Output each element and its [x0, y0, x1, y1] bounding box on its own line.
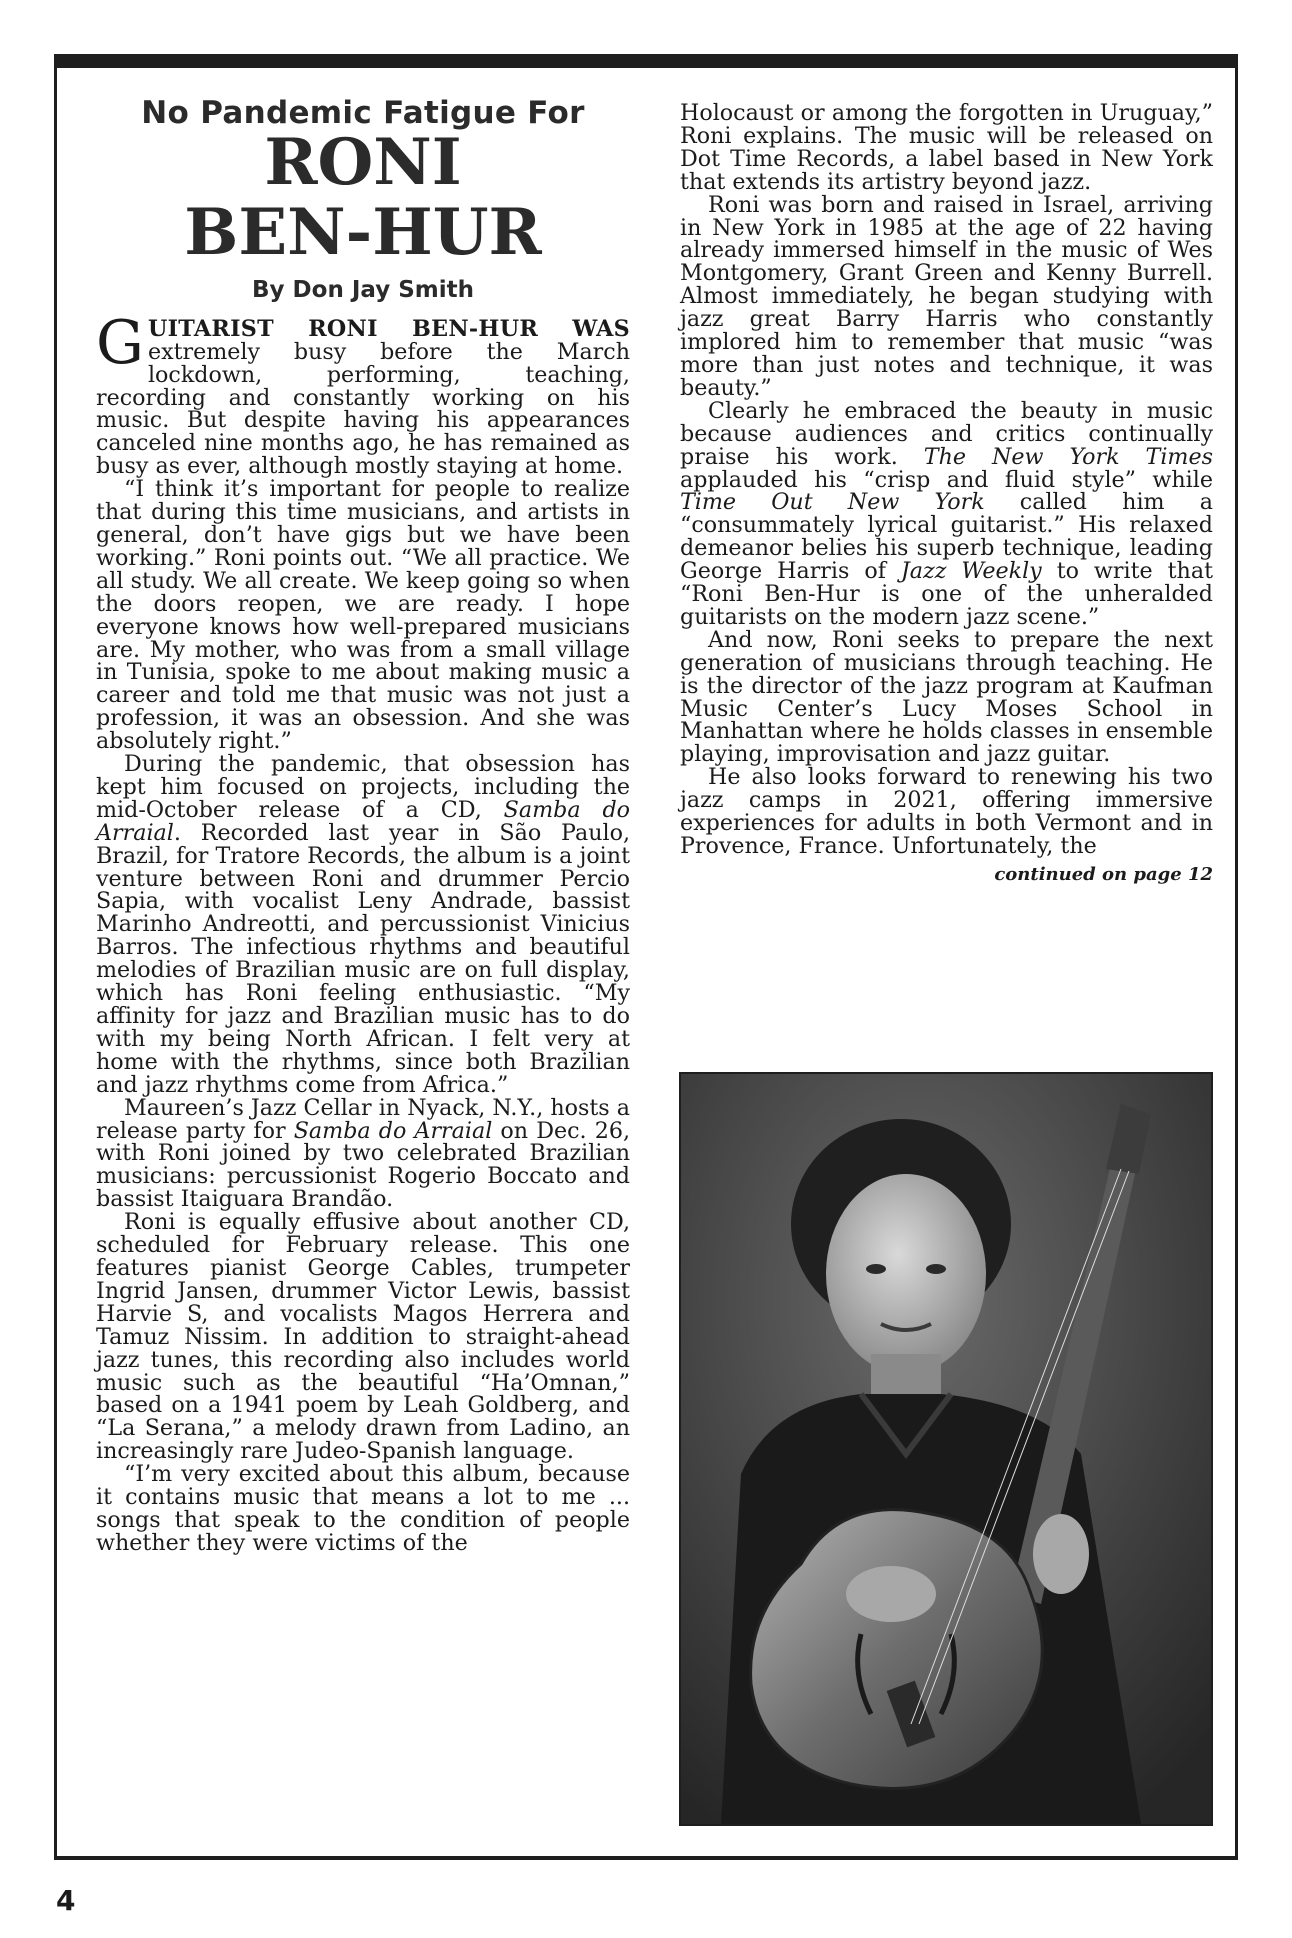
paragraph [680, 397, 1213, 630]
text: applauded his “crisp and fluid style” while [680, 466, 1213, 493]
album-title: Samba do Arraial [96, 796, 631, 846]
text: During the pandemic, that obsession has kept him focused on projects, including the mid-October release of a CD, [96, 751, 630, 823]
kicker: No Pandemic Fatigue For [141, 95, 585, 131]
album-title: Samba do Arraial [293, 1117, 493, 1144]
lead-text: extremely busy before the March lockdown, performing, teaching, recording and constantly working on his music. But despite having his appearances canceled nine months ago, he has remained as busy as ever, although mostly staying at home. [96, 338, 630, 480]
text: on Dec. 26, with Roni joined by two celebrated Brazilian musicians: percussionist Rogerio Boccato and bassist Itaiguara Brandão. [96, 1117, 630, 1213]
portrait-illustration [681, 1074, 1211, 1824]
headline-line-2: BEN-HUR [184, 194, 542, 270]
paragraph: Roni is equally effusive about another CD, scheduled for February release. This one features pianist George Cables, trumpeter Ingrid Jansen, drummer Victor Lewis, bassist Harvie S, and vocalists Magos Herrera and Tamuz Nissim. In addition to straight-ahead jazz tunes, this recording also includes world music such as the beautiful “Ha’Omnan,” based on a 1941 poem by Leah Goldberg, and “La Serana,” a melody drawn from Ladino, an increasingly rare Judeo-Spanish language. [96, 1209, 630, 1465]
text: . Recorded last year in São Paulo, Brazil, for Tratore Records, the album is a joint venture between Roni and drummer Percio Sapia, with vocalist Leny Andrade, bassist Marinho Andreotti, and percussionist Vinicius Barros. The infectious rhythms and beautiful melodies of Brazilian music are on full display, which has Roni feeling enthusiastic. “My affinity for jazz and Brazilian music has to do with my being North African. I felt very at home with the rhythms, since both Brazilian and jazz rhythms come from Africa.” [96, 819, 630, 1098]
guitarist-photo [679, 1072, 1213, 1826]
paragraph: “I’m very excited about this album, because it contains music that means a lot to me ... songs that speak to the condition of people whether they were victims of the [96, 1461, 630, 1556]
paragraph: Holocaust or among the forgotten in Uruguay,” Roni explains. The music will be released on Dot Time Records, a label based in New York that extends its artistry beyond jazz. [680, 100, 1213, 195]
paragraph: And now, Roni seeks to prepare the next generation of musicians through teaching. He is the director of the jazz program at Kaufman Music Center’s Lucy Moses School in Manhattan where he holds classes in ensemble playing, improvisation and jazz guitar. [680, 626, 1213, 768]
paragraph: “I think it’s important for people to realize that during this time musicians, and artists in general, don’t have gigs but we have been working.” Roni points out. “We all practice. We all study. We all create. We keep going so when the doors reopen, we are ready. I hope everyone knows how well-prepared musicians are. My mother, who was from a small village in Tunisia, spoke to me about making music a career and told me that music was not just a profession, it was an obsession. And she was absolutely right.” [96, 476, 630, 755]
paragraph [96, 1094, 630, 1213]
headline-line-1: RONI [264, 124, 462, 200]
paragraph: He also looks forward to renewing his two jazz camps in 2021, offering immersive experiences for adults in both Vermont and in Provence, France. Unfortunately, the [680, 764, 1213, 859]
lead-caps: UITARIST RONI BEN-HUR WAS [147, 315, 630, 342]
text: Clearly he embraced the beauty in music because audiences and critics continually praise his work. [680, 397, 1213, 470]
publication-name: Jazz Weekly [900, 558, 1042, 585]
paragraph: Roni was born and raised in Israel, arriving in New York in 1985 at the age of 22 having already immersed himself in the music of Wes Montgomery, Grant Green and Kenny Burrell. Almost immediately, he began studying with jazz great Barry Harris who constantly implored him to remember that music “was more than just notes and technique, it was beauty.” [680, 191, 1213, 401]
page-number: 4 [56, 1884, 76, 1917]
byline: By Don Jay Smith [252, 276, 474, 303]
drop-cap: G [96, 307, 144, 378]
publication-name: The New York Times [923, 443, 1213, 470]
publication-name: Time Out New York [680, 489, 985, 516]
left-column [96, 95, 631, 1556]
right-column [680, 102, 1213, 887]
text: Maureen’s Jazz Cellar in Nyack, N.Y., hosts a release party for [96, 1094, 630, 1144]
paragraph [96, 753, 630, 1097]
continued-note: continued on page 12 [994, 863, 1213, 885]
text: to write that “Roni Ben-Hur is one of the unheralded guitarists on the modern jazz scene.” [680, 558, 1213, 630]
paragraph-lead [96, 307, 630, 480]
text: called him a “consummately lyrical guitarist.” His relaxed demeanor belies his superb technique, leading George Harris of [680, 489, 1213, 585]
